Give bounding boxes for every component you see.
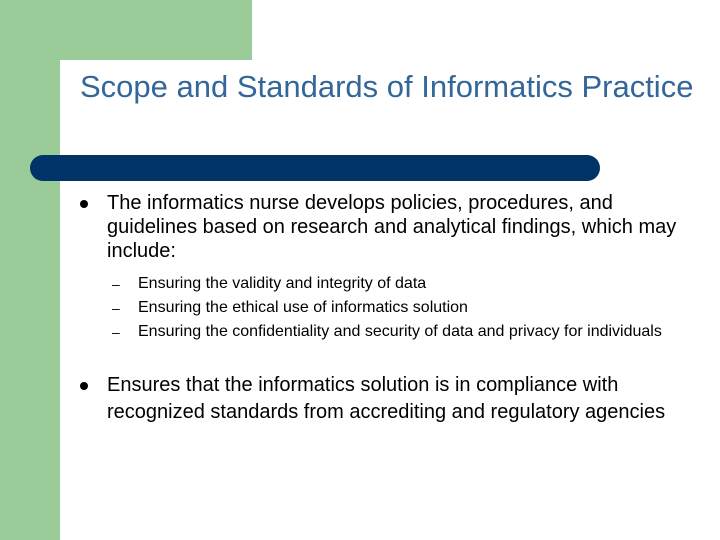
bullet-item xyxy=(80,372,695,426)
sub-bullet-item xyxy=(112,272,702,296)
slide-title: Scope and Standards of Informatics Practice xyxy=(80,69,694,104)
bullet-text: The informatics nurse develops policies, procedures, and guidelines based on research and analytical findings, which may include: xyxy=(107,192,677,262)
sub-bullet-text: Ensuring the ethical use of informatics solution xyxy=(138,299,468,316)
bullet-marker xyxy=(80,200,88,208)
sub-bullet-marker: – xyxy=(112,324,120,340)
sub-bullet-item xyxy=(112,320,702,344)
bullet-item xyxy=(80,191,695,263)
sub-bullet-text: Ensuring the confidentiality and security of data and privacy for individuals xyxy=(138,323,662,340)
sub-bullet-marker: – xyxy=(112,276,120,292)
bullet-text: Ensures that the informatics solution is in compliance with recognized standards from accrediting and regulatory agencies xyxy=(107,374,666,423)
bullet-marker xyxy=(80,382,88,390)
sub-bullet-item xyxy=(112,296,702,320)
title-underline-bar xyxy=(30,155,600,181)
decorative-green-sidebar xyxy=(0,0,60,540)
sub-bullet-text: Ensuring the validity and integrity of data xyxy=(138,275,427,292)
sub-bullet-marker: – xyxy=(112,300,120,316)
